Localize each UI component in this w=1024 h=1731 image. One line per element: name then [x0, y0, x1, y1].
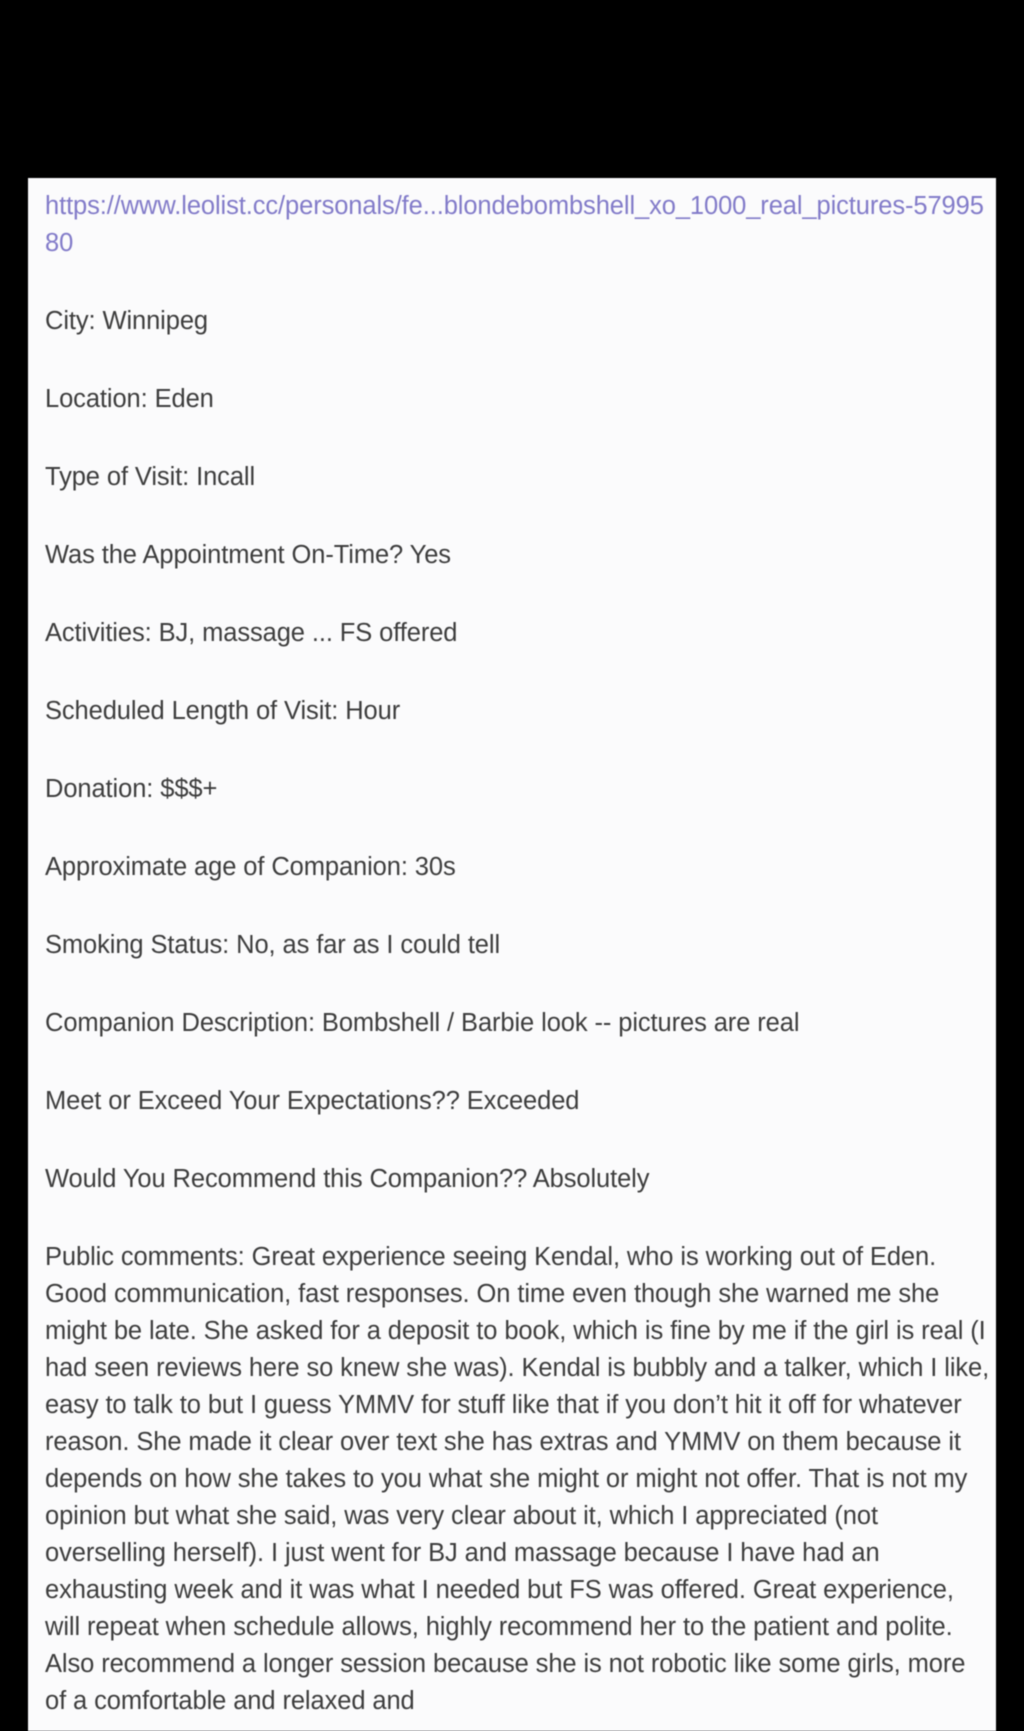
- field-smoking-status: Smoking Status: No, as far as I could tell: [45, 931, 501, 959]
- field-recommend: Would You Recommend this Companion?? Absolutely: [45, 1165, 650, 1193]
- field-location: Location: Eden: [45, 385, 214, 413]
- public-comments: Public comments: Great experience seeing Kendal, who is working out of Eden. Good communication, fast responses. On time even though she warned me she might be late. She asked for a deposit to book, which is fine by me if the girl is real (I had seen reviews here so knew she was). Kendal is bubbly and a talker, which I like, easy to talk to but I guess YMMV for stuff like that if you don’t hit it off for whatever reason. She made it clear over text she has extras and YMMV on them because it depends on how she takes to you what she might or might not offer. That is not my opinion but what she said, was very clear about it, which I appreciated (not overselling herself). I just went for BJ and massage because I have had an exhausting week and it was what I needed but FS was offered. Great experience, will repeat when schedule allows, highly recommend her to the patient and polite. Also recommend a longer session because she is not robotic like some girls, more of a comfortable and relaxed and: [45, 1243, 990, 1715]
- field-expectations: Meet or Exceed Your Expectations?? Exceeded: [45, 1087, 580, 1115]
- field-age: Approximate age of Companion: 30s: [45, 853, 456, 881]
- field-type-of-visit: Type of Visit: Incall: [45, 463, 256, 491]
- field-on-time: Was the Appointment On-Time? Yes: [45, 541, 451, 569]
- review-text-panel: [28, 178, 996, 1731]
- field-description: Companion Description: Bombshell / Barbie look -- pictures are real: [45, 1009, 800, 1037]
- field-activities: Activities: BJ, massage ... FS offered: [45, 619, 458, 647]
- field-donation: Donation: $$$+: [45, 775, 218, 803]
- field-city: City: Winnipeg: [45, 307, 208, 335]
- page-url-link[interactable]: https://www.leolist.cc/personals/fe...blondebombshell_xo_1000_real_pictures-5799580: [45, 192, 984, 257]
- field-length-of-visit: Scheduled Length of Visit: Hour: [45, 697, 401, 725]
